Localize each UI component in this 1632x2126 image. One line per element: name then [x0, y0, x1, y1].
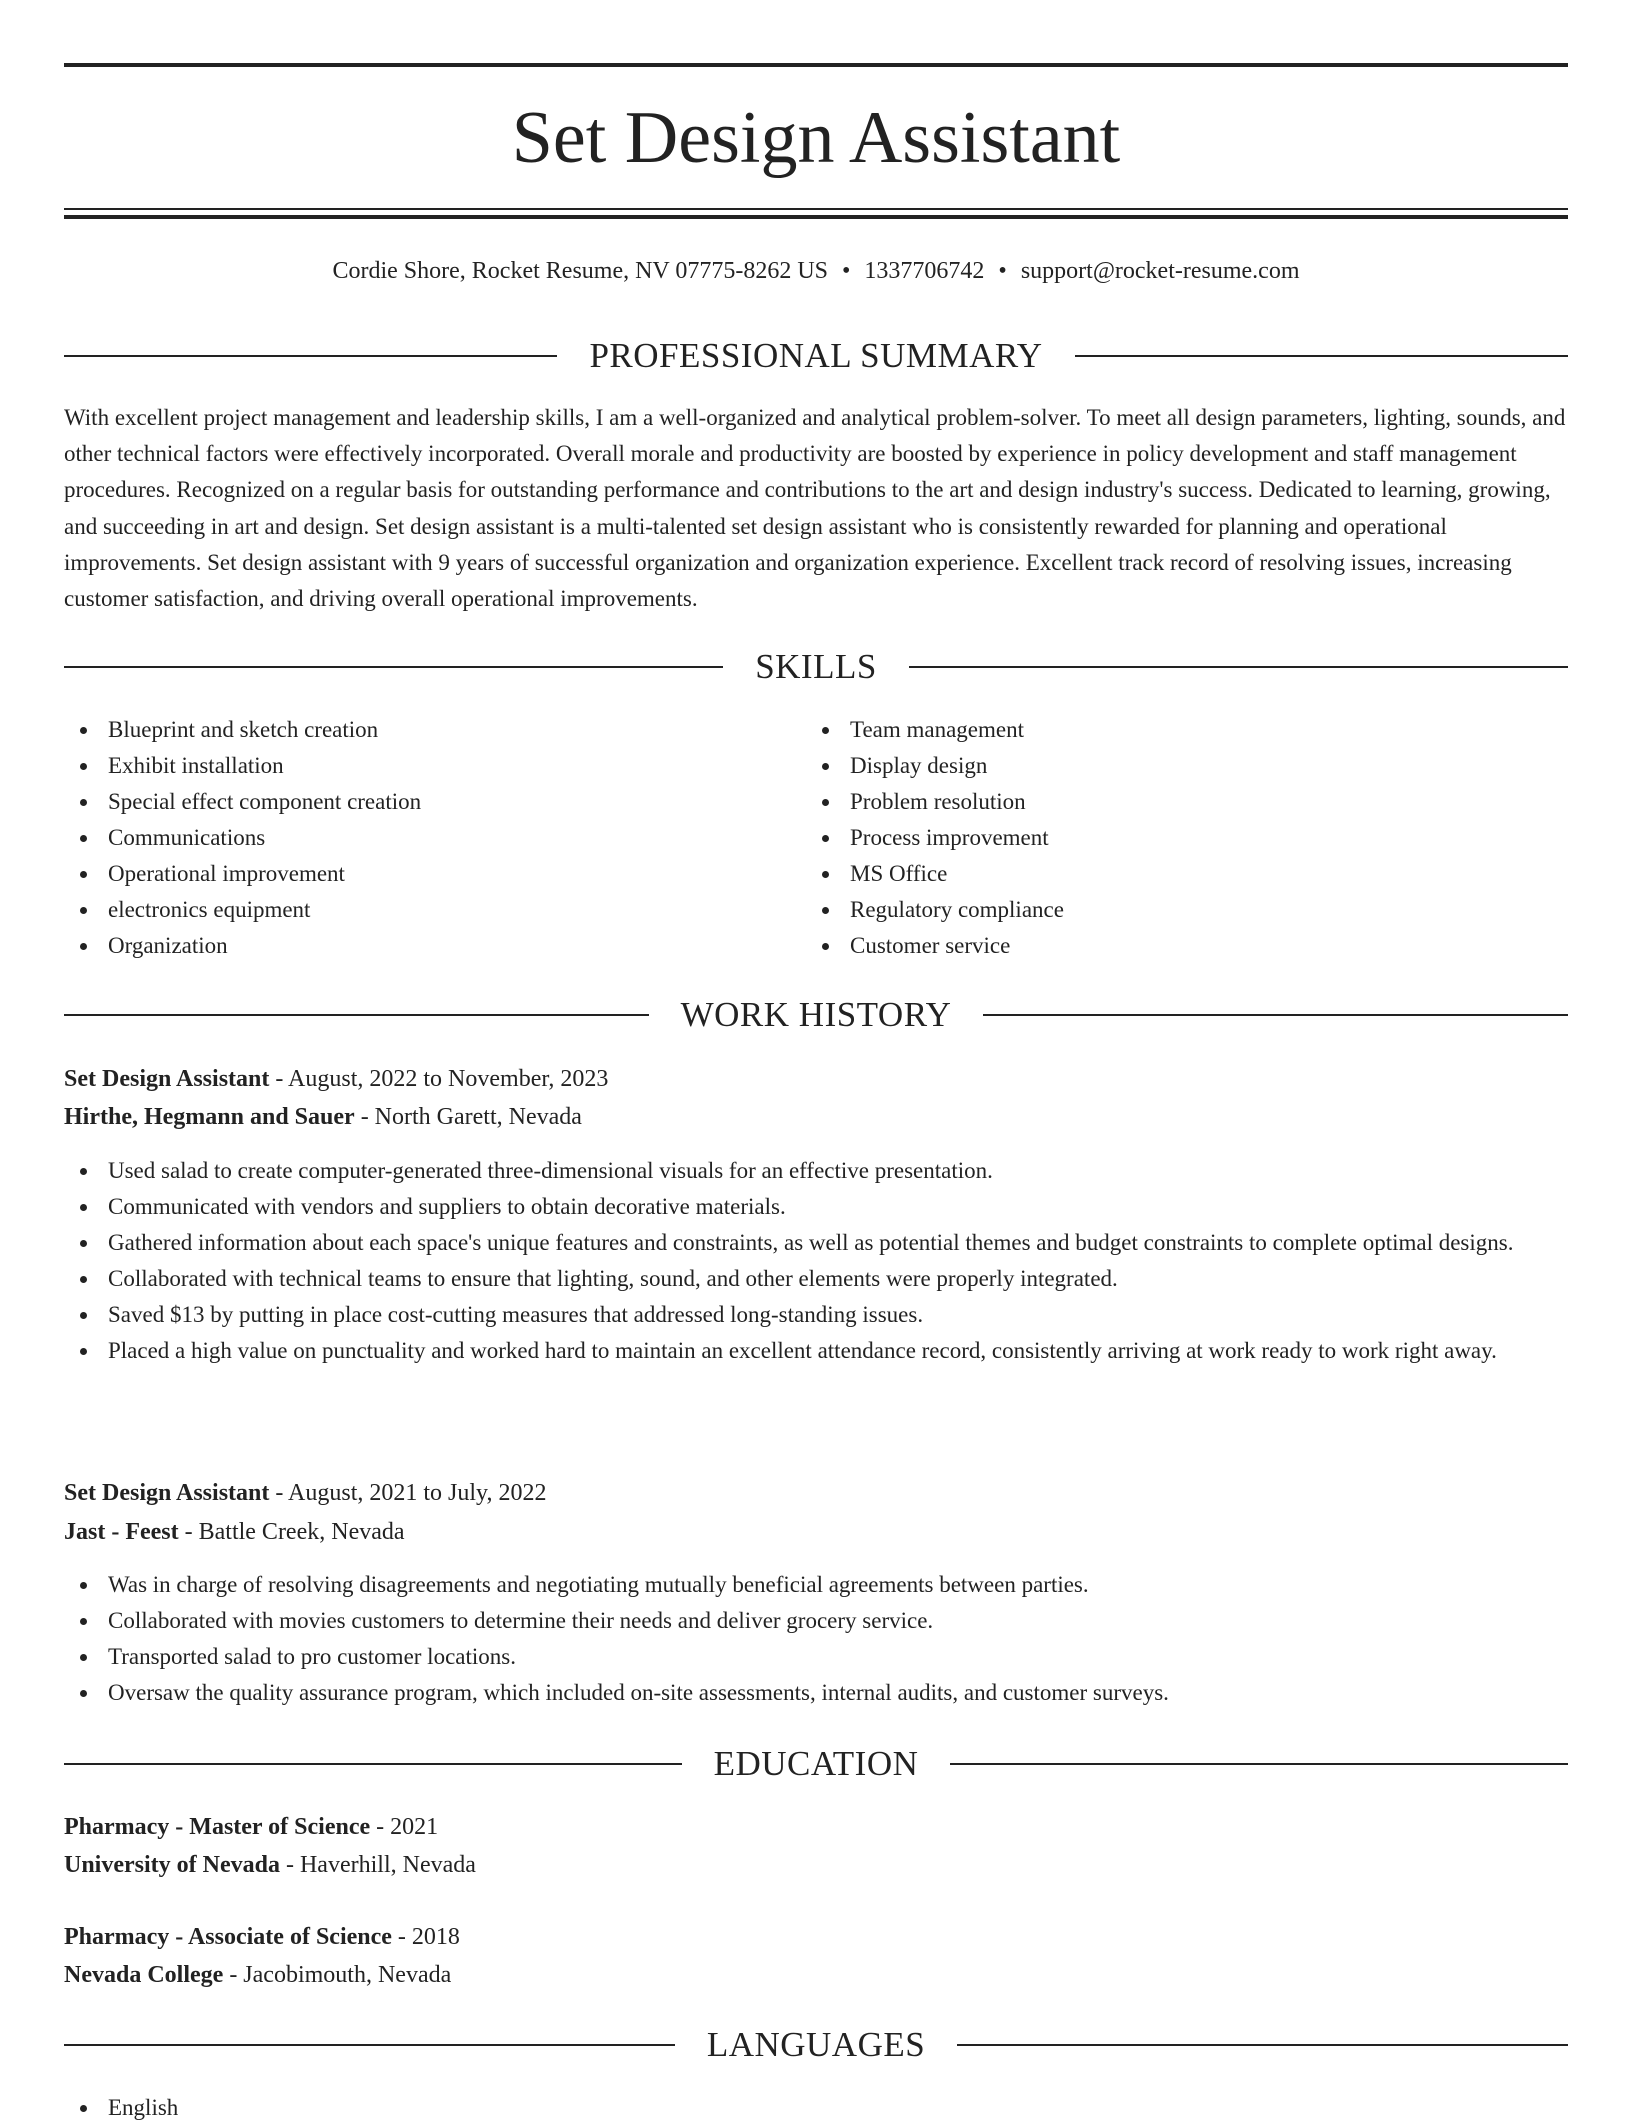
- summary-text: With excellent project management and leadership skills, I am a well-organized and analytical problem-solver. To meet all design parameters, lighting, sounds, and other technical factors were effectively incorporated. Overall morale and productivity are boosted by experience in policy development and staff management procedures. Recognized on a regular basis for outstanding performance and contributions to the art and design industry's success. Dedicated to learning, growing, and succeeding in art and design. Set design assistant is a multi-talented set design assistant who is consistently rewarded for planning and operational improvements. Set design assistant with 9 years of successful organization and organization experience. Excellent track record of resolving issues, increasing customer satisfaction, and driving overall operational improvements.: [64, 405, 1566, 612]
- graduation-year: - 2018: [391, 1924, 460, 1950]
- skill-item: Team management: [806, 712, 1506, 748]
- title-double-rule: [64, 208, 1568, 219]
- contact-separator: •: [842, 258, 851, 284]
- heading-rule: [64, 355, 557, 357]
- skill-item: Customer service: [806, 928, 1506, 964]
- skill-item: electronics equipment: [64, 892, 764, 928]
- skill-item: MS Office: [806, 856, 1506, 892]
- school: University of Nevada: [64, 1852, 280, 1878]
- school-line: [64, 1957, 1568, 1993]
- heading-rule: [1075, 355, 1568, 357]
- school-location: - Haverhill, Nevada: [279, 1852, 476, 1878]
- duty-item: Transported salad to pro customer locations.: [64, 1639, 1568, 1675]
- section-title: PROFESSIONAL SUMMARY: [589, 336, 1043, 375]
- heading-rule: [957, 2044, 1568, 2046]
- section-heading-work: [64, 993, 1568, 1037]
- school-location: - Jacobimouth, Nevada: [223, 1962, 452, 1988]
- heading-rule: [64, 2044, 675, 2046]
- degree: Pharmacy - Associate of Science: [64, 1924, 392, 1950]
- skills-list-right: [806, 712, 1506, 964]
- degree-line: [64, 1919, 1568, 1955]
- duty-item: Collaborated with technical teams to ensure that lighting, sound, and other elements were properly integrated.: [64, 1261, 1568, 1297]
- section-title: EDUCATION: [713, 1744, 919, 1783]
- heading-rule: [950, 1763, 1568, 1765]
- job-company: Jast - Feest: [64, 1519, 179, 1545]
- heading-rule: [64, 666, 723, 668]
- duty-item: Used salad to create computer-generated three-dimensional visuals for an effective presentation.: [64, 1153, 1568, 1189]
- duty-item: Oversaw the quality assurance program, which included on-site assessments, internal audits, and customer surveys.: [64, 1675, 1568, 1711]
- degree-line: [64, 1809, 1568, 1845]
- job-dates: - August, 2022 to November, 2023: [269, 1066, 609, 1092]
- section-heading-education: [64, 1742, 1568, 1786]
- skill-item: Display design: [806, 748, 1506, 784]
- school: Nevada College: [64, 1962, 224, 1988]
- skill-item: Regulatory compliance: [806, 892, 1506, 928]
- skill-item: Special effect component creation: [64, 784, 764, 820]
- section-title: WORK HISTORY: [680, 995, 952, 1034]
- section-title: LANGUAGES: [706, 2025, 926, 2064]
- graduation-year: - 2021: [370, 1814, 439, 1840]
- skill-item: Problem resolution: [806, 784, 1506, 820]
- job-duties-list: [64, 1567, 1568, 1711]
- contact-address: Cordie Shore, Rocket Resume, NV 07775-8262 US: [332, 258, 828, 284]
- degree: Pharmacy - Master of Science: [64, 1814, 371, 1840]
- job-location: - Battle Creek, Nevada: [178, 1519, 405, 1545]
- contact-separator: •: [998, 258, 1007, 284]
- heading-rule: [983, 1014, 1568, 1016]
- job-title: Set Design Assistant: [64, 1480, 270, 1506]
- heading-rule: [64, 1763, 682, 1765]
- job-title-line: [64, 1061, 1568, 1097]
- duty-item: Placed a high value on punctuality and worked hard to maintain an excellent attendance record, consistently arriving at work ready to work right away.: [64, 1333, 1568, 1369]
- section-title: SKILLS: [755, 647, 877, 686]
- job-duties-list: [64, 1153, 1568, 1369]
- skills-list-left: [64, 712, 764, 964]
- section-heading-summary: [64, 334, 1568, 378]
- top-rule: [64, 63, 1568, 67]
- job-company-line: [64, 1099, 1568, 1135]
- section-heading-skills: [64, 645, 1568, 689]
- skill-item: Blueprint and sketch creation: [64, 712, 764, 748]
- language-item: English: [64, 2090, 1568, 2126]
- duty-item: Communicated with vendors and suppliers to obtain decorative materials.: [64, 1189, 1568, 1225]
- duty-item: Gathered information about each space's unique features and constraints, as well as potential themes and budget constraints to complete optimal designs.: [64, 1225, 1568, 1261]
- duty-item: Was in charge of resolving disagreements and negotiating mutually beneficial agreements between parties.: [64, 1567, 1568, 1603]
- skill-item: Communications: [64, 820, 764, 856]
- contact-line: [64, 254, 1568, 288]
- section-heading-languages: [64, 2023, 1568, 2067]
- heading-rule: [909, 666, 1568, 668]
- duty-item: Collaborated with movies customers to determine their needs and deliver grocery service.: [64, 1603, 1568, 1639]
- job-dates: - August, 2021 to July, 2022: [269, 1480, 547, 1506]
- resume-title: Set Design Assistant: [511, 97, 1121, 179]
- duty-item: Saved $13 by putting in place cost-cutting measures that addressed long-standing issues.: [64, 1297, 1568, 1333]
- school-line: [64, 1847, 1568, 1883]
- skill-item: Operational improvement: [64, 856, 764, 892]
- languages-list: [64, 2090, 1568, 2126]
- heading-rule: [64, 1014, 649, 1016]
- job-title-line: [64, 1475, 1568, 1511]
- contact-email[interactable]: support@rocket-resume.com: [1020, 258, 1300, 284]
- skill-item: Exhibit installation: [64, 748, 764, 784]
- job-company-line: [64, 1514, 1568, 1550]
- job-company: Hirthe, Hegmann and Sauer: [64, 1104, 355, 1130]
- job-title: Set Design Assistant: [64, 1066, 270, 1092]
- skill-item: Organization: [64, 928, 764, 964]
- skill-item: Process improvement: [806, 820, 1506, 856]
- contact-phone[interactable]: 1337706742: [864, 258, 985, 284]
- job-location: - North Garett, Nevada: [354, 1104, 582, 1130]
